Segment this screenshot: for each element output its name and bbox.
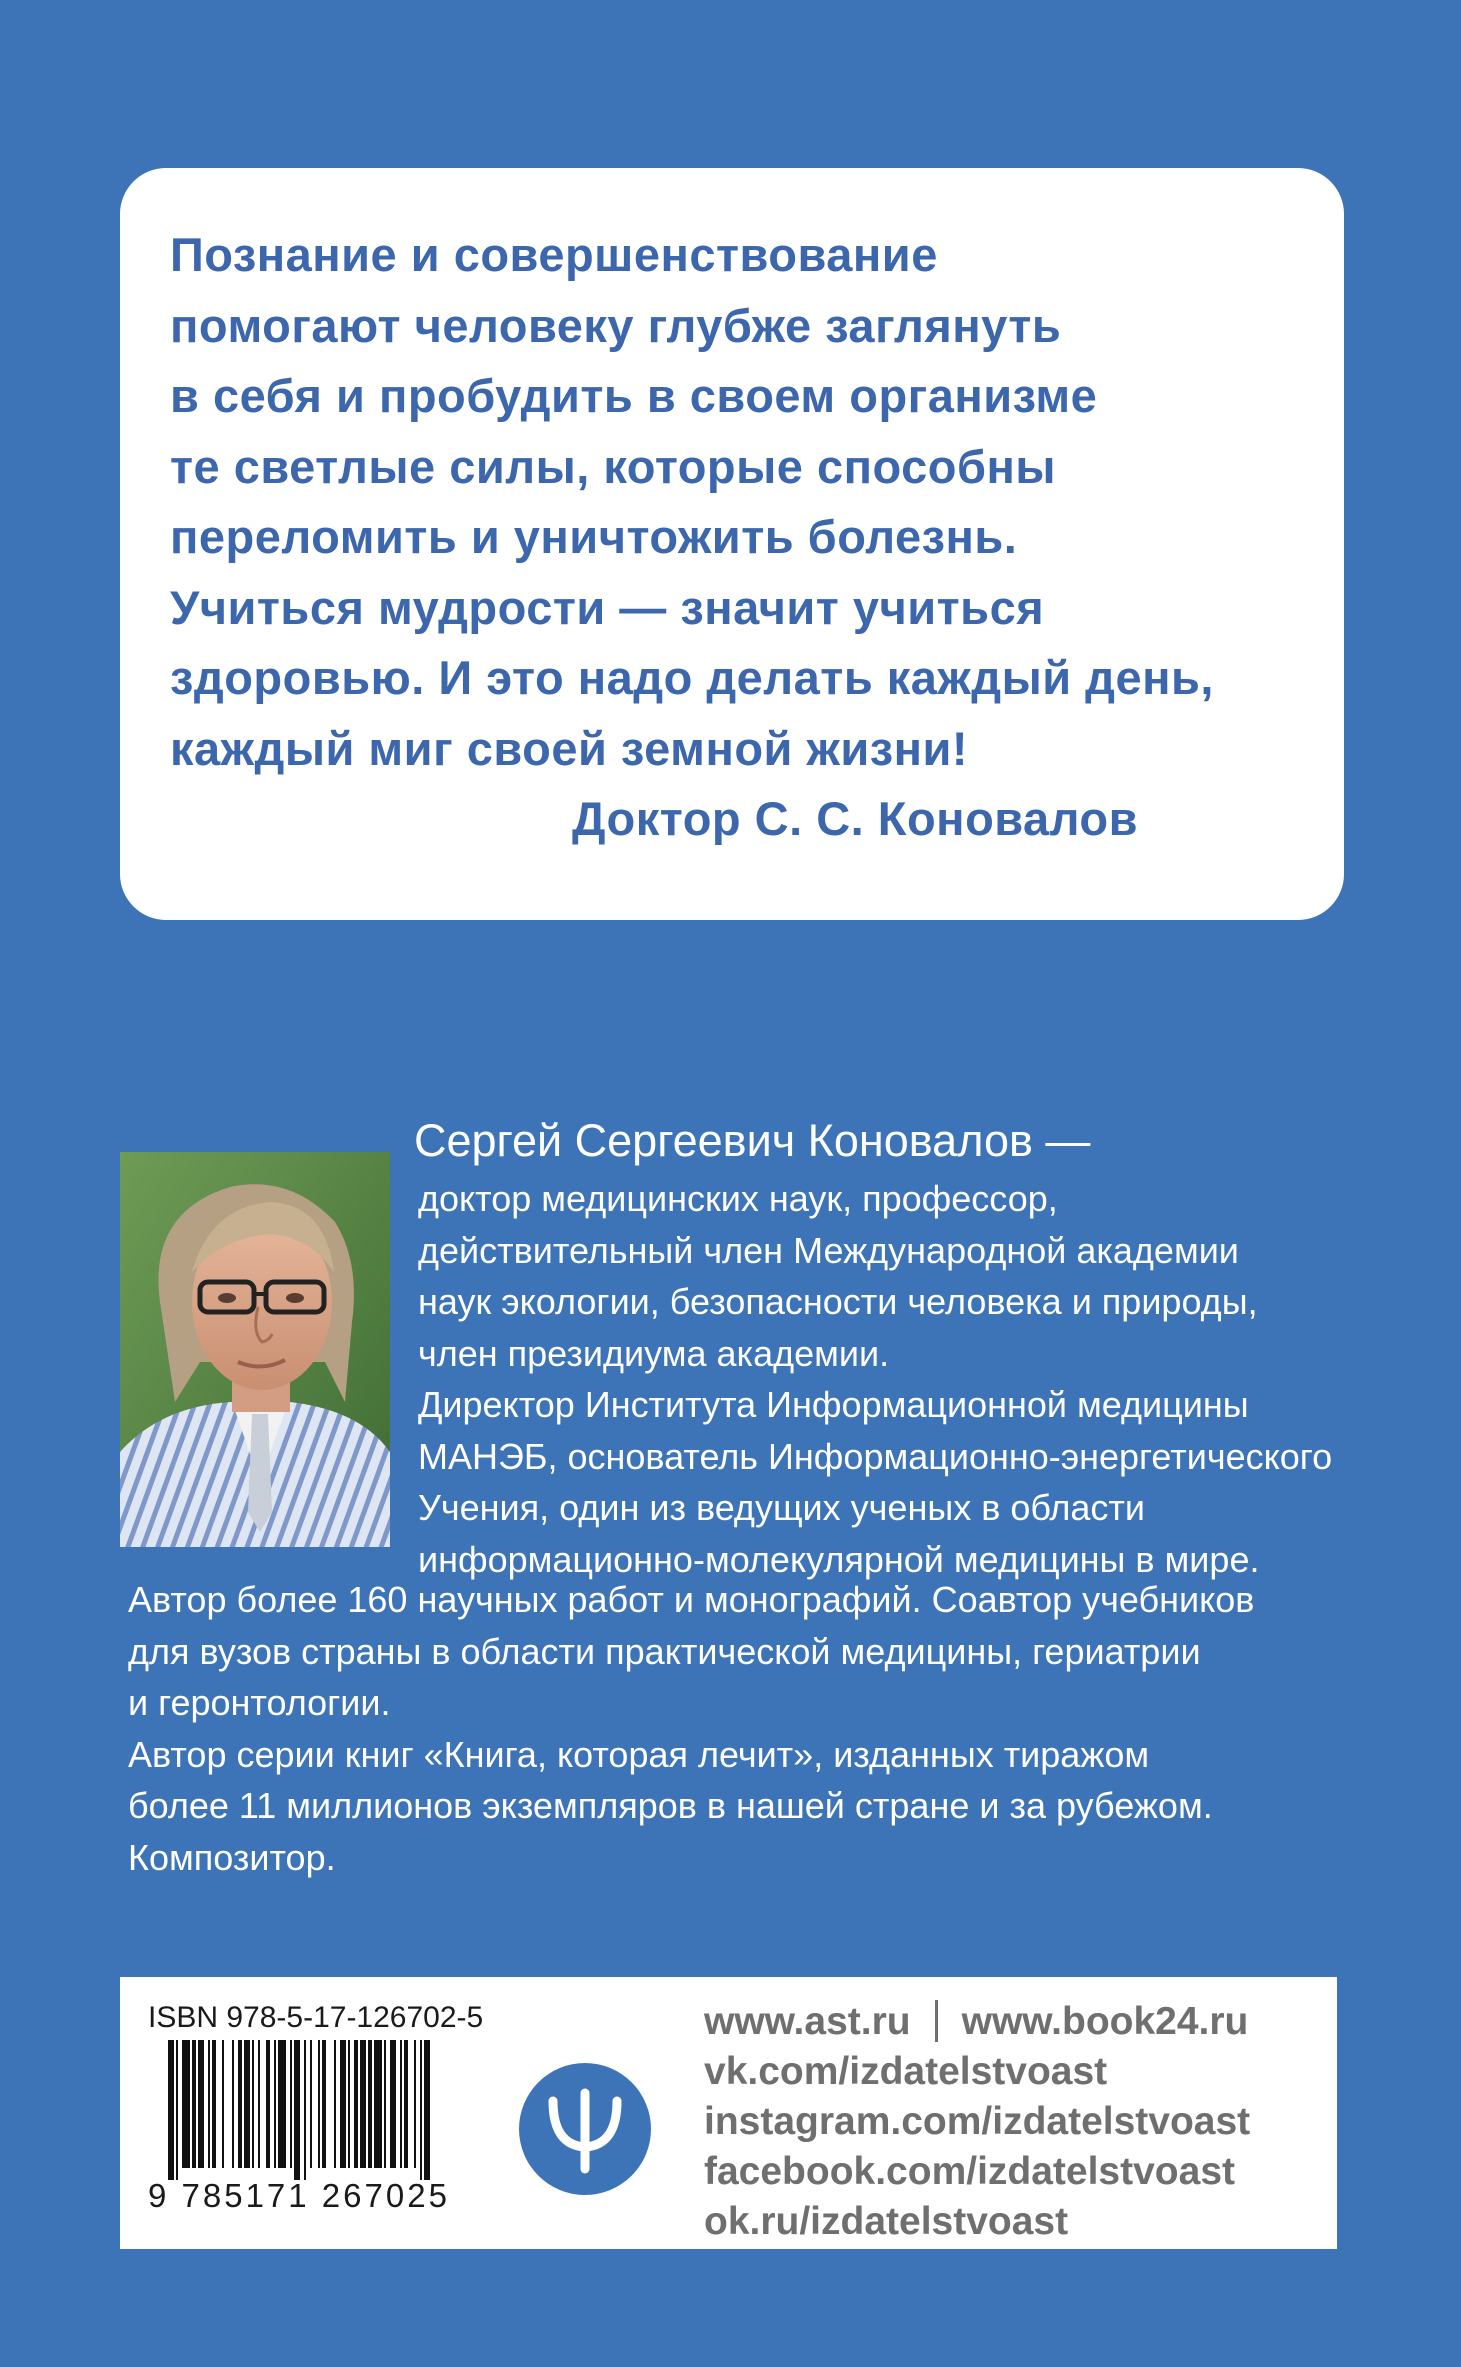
- barcode-bar: [290, 2040, 292, 2168]
- barcode-bar: [294, 2040, 300, 2180]
- barcode-bar: [310, 2040, 312, 2168]
- barcode-bar: [258, 2040, 260, 2168]
- barcode-bar: [304, 2040, 306, 2180]
- quote-signature: Доктор С. С. Коновалов: [572, 792, 1139, 845]
- link-ast[interactable]: www.ast.ru: [704, 2000, 911, 2043]
- barcode-bar: [244, 2040, 250, 2168]
- barcode-bar: [400, 2040, 402, 2168]
- bio-line: и геронтологии.: [128, 1682, 391, 1723]
- quote-text: [170, 220, 1300, 855]
- quote-line: те светлые силы, которые способны: [170, 439, 1056, 493]
- barcode-bar: [360, 2040, 366, 2168]
- link-vk[interactable]: vk.com/izdatelstvoast: [704, 2050, 1108, 2093]
- bio-line: для вузов страны в области практической медицины, гериатрии: [128, 1630, 1201, 1672]
- barcode-bar: [354, 2040, 358, 2168]
- barcode-bar: [274, 2040, 276, 2168]
- barcode-bar: [278, 2040, 286, 2168]
- quote-line: переломить и уничтожить болезнь.: [170, 510, 1018, 563]
- barcode-bar: [318, 2040, 320, 2168]
- link-facebook[interactable]: facebook.com/izdatelstvoast: [704, 2150, 1235, 2193]
- barcode-bar: [176, 2040, 178, 2180]
- barcode-bar: [168, 2040, 174, 2180]
- barcode-bar: [368, 2040, 372, 2168]
- barcode-bar: [238, 2040, 242, 2168]
- quote-line: здоровью. И это надо делать каждый день,: [170, 651, 1214, 704]
- barcode: [168, 2040, 464, 2180]
- quote-line: каждый миг своей земной жизни!: [170, 721, 969, 775]
- bio-line: Автор более 160 научных работ и монографий. Соавтор учебников: [128, 1579, 1255, 1620]
- quote-line: помогают человеку глубже заглянуть: [170, 298, 1062, 352]
- link-book24[interactable]: www.book24.ru: [961, 2000, 1249, 2043]
- barcode-bar: [208, 2040, 210, 2168]
- quote-line: Учиться мудрости — значит учиться: [170, 580, 1045, 634]
- barcode-bar: [192, 2040, 196, 2168]
- link-instagram[interactable]: instagram.com/izdatelstvoast: [704, 2100, 1251, 2143]
- quote-line: в себя и пробудить в своем организме: [170, 369, 1098, 422]
- bio-line: наук экологии, безопасности человека и природы,: [418, 1281, 1258, 1322]
- bio-line: Композитор.: [128, 1836, 336, 1878]
- author-bio-bottom: [128, 1574, 1254, 1883]
- barcode-bar: [420, 2040, 422, 2180]
- bio-line: Учения, один из ведущих ученых в области: [418, 1487, 1145, 1528]
- author-name: Сергей Сергеевич Коновалов —: [414, 1115, 1091, 1166]
- bio-line: МАНЭБ, основатель Информационно-энергетического: [418, 1435, 1333, 1477]
- bio-line: Автор серии книг «Книга, которая лечит», изданных тиражом: [128, 1733, 1150, 1775]
- bio-line: действительный член Международной академии: [418, 1229, 1239, 1271]
- barcode-bar: [384, 2040, 386, 2168]
- barcode-bar: [334, 2040, 336, 2168]
- bio-line: Директор Института Информационной медицины: [418, 1384, 1249, 1425]
- barcode-bar: [414, 2040, 416, 2168]
- link-separator: [935, 2000, 938, 2042]
- barcode-bar: [404, 2040, 408, 2168]
- barcode-bar: [266, 2040, 270, 2168]
- barcode-bar: [252, 2040, 254, 2168]
- bio-line: информационно-молекулярной медицины в мире.: [418, 1538, 1260, 1580]
- bio-line: член президиума академии.: [418, 1332, 890, 1374]
- publisher-logo: [519, 2063, 651, 2195]
- barcode-bar: [374, 2040, 382, 2168]
- link-ok[interactable]: ok.ru/izdatelstvoast: [704, 2200, 1069, 2243]
- barcode-digits: 9 785171 267025: [148, 2177, 450, 2214]
- author-photo: [120, 1152, 390, 1547]
- barcode-bar: [212, 2040, 216, 2168]
- author-bio-top: [418, 1173, 1332, 1585]
- psi-icon: [519, 2063, 651, 2195]
- publisher-links: [704, 1997, 1250, 2247]
- barcode-bar: [390, 2040, 396, 2168]
- barcode-bar: [182, 2040, 190, 2168]
- barcode-bar: [424, 2040, 430, 2180]
- barcode-bar: [222, 2040, 224, 2168]
- quote-line: Познание и совершенствование: [170, 228, 938, 281]
- barcode-bar: [198, 2040, 204, 2168]
- barcode-bar: [322, 2040, 326, 2168]
- bio-line: более 11 миллионов экземпляров в нашей стране и за рубежом.: [128, 1785, 1213, 1826]
- barcode-bar: [232, 2040, 234, 2168]
- barcode-bar: [340, 2040, 346, 2168]
- barcode-bar: [348, 2040, 350, 2168]
- bio-line: доктор медицинских наук, профессор,: [418, 1178, 1058, 1219]
- isbn-label: ISBN 978-5-17-126702-5: [148, 2001, 484, 2034]
